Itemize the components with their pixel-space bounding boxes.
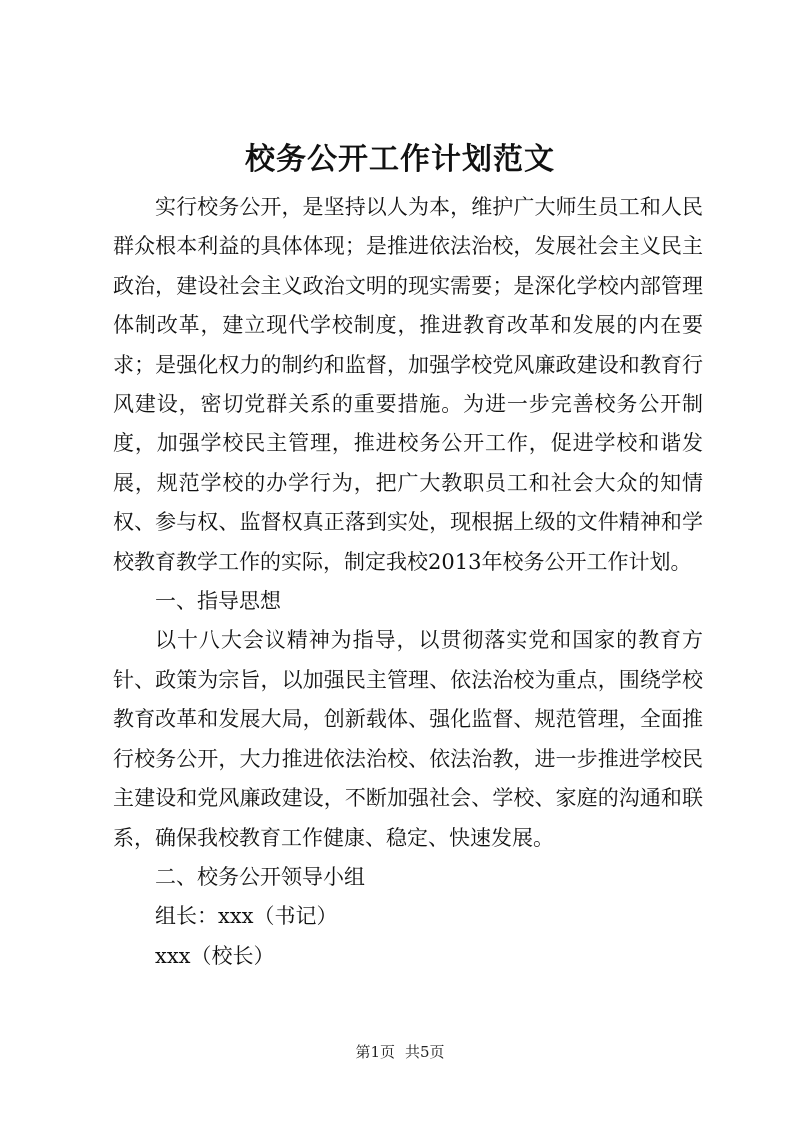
section-heading-leadership-group: 二、校务公开领导小组 xyxy=(155,864,365,889)
leader-line-principal: xxx（校长） xyxy=(155,943,275,968)
leader-line-secretary: 组长：xxx（书记） xyxy=(155,904,338,929)
guiding-ideology-paragraph: 以十八大会议精神为指导，以贯彻落实党和国家的教育方针、政策为宗旨，以加强民主管理、依法治校为重点，围绕学校教育改革和发展大局，创新载体、强化监督、规范管理，全面推行校务公开，大力推进依法治校、依法治教，进一步推进学校民主建设和党风廉政建设，不断加强社会、学校、家庭的沟通和联系，确保我校教育工作健康、稳定、快速发展。 xyxy=(113,628,703,850)
document-title: 校务公开工作计划范文 xyxy=(245,142,555,177)
document-body xyxy=(113,188,703,976)
section-heading-guiding-ideology: 一、指导思想 xyxy=(155,589,281,614)
page-footer xyxy=(0,1042,800,1062)
page-number: 第1页 xyxy=(355,1043,395,1061)
intro-paragraph: 实行校务公开，是坚持以人为本，维护广大师生员工和人民群众根本利益的具体体现；是推进依法治校，发展社会主义民主政治，建设社会主义政治文明的现实需要；是深化学校内部管理体制改革，建立现代学校制度，推进教育改革和发展的内在要求；是强化权力的制约和监督，加强学校党风廉政建设和教育行风建设，密切党群关系的重要措施。为进一步完善校务公开制度，加强学校民主管理，推进校务公开工作，促进学校和谐发展，规范学校的办学行为，把广大教职员工和社会大众的知情权、参与权、监督权真正落到实处，现根据上级的文件精神和学校教育教学工作的实际，制定我校2013年校务公开工作计划。 xyxy=(113,195,703,574)
page-total: 共5页 xyxy=(405,1043,445,1061)
